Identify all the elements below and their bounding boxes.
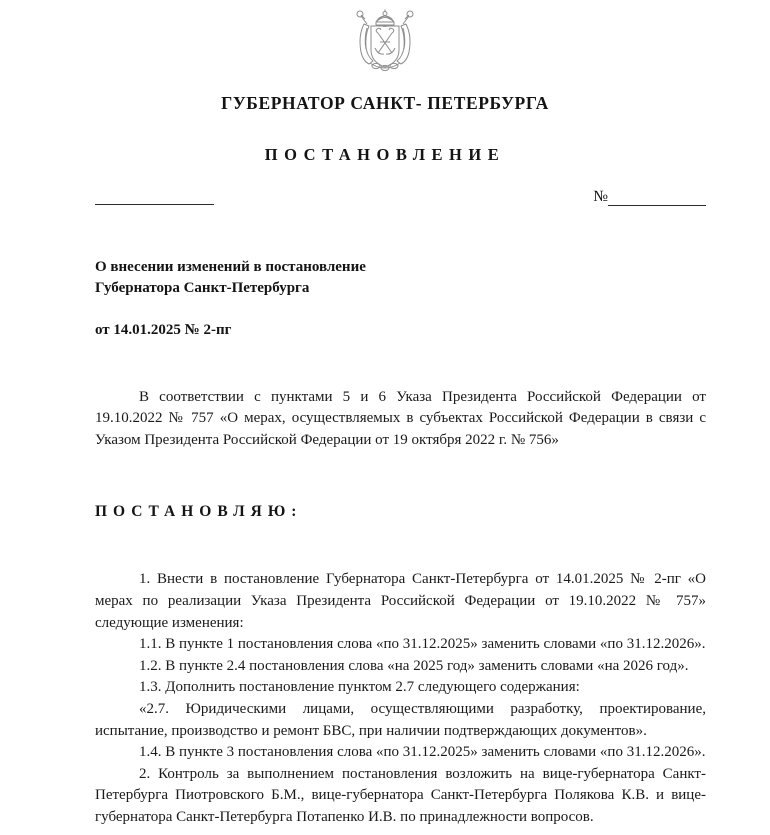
list-item: 1.2. В пункте 2.4 постановления слова «на 2025 год» заменить словами «на 2026 год». bbox=[139, 657, 689, 674]
ordered-items-list bbox=[95, 569, 706, 828]
saint-petersburg-coat-of-arms-icon bbox=[342, 6, 428, 76]
subject-block bbox=[95, 257, 525, 300]
list-item: «2.7. Юридическими лицами, осуществляющими разработку, проектирование, испытание, производство и ремонт БВС, при наличии подтверждающих документов». bbox=[95, 700, 706, 739]
number-field-group bbox=[593, 189, 706, 207]
resolve-heading: ПОСТАНОВЛЯЮ: bbox=[95, 503, 303, 521]
subject-line-1: О внесении изменений в постановление bbox=[95, 259, 366, 275]
referenced-document-date: от 14.01.2025 № 2-пг bbox=[95, 321, 232, 338]
date-blank-line[interactable] bbox=[95, 204, 214, 205]
list-item: 1.1. В пункте 1 постановления слова «по 31.12.2025» заменить словами «по 31.12.2026». bbox=[139, 636, 706, 653]
subject-line-2: Губернатора Санкт-Петербурга bbox=[95, 280, 310, 297]
preamble-paragraph: В соответствии с пунктами 5 и 6 Указа Президента Российской Федерации от 19.10.2022 № 757 «О мерах, осуществляемых в субъектах Российской Федерации в связи с Указом Президента Российской Федерации от 19 октября 2022 г. № 756» bbox=[95, 388, 706, 448]
list-item: 1. Внести в постановление Губернатора Санкт-Петербурга от 14.01.2025 № 2-пг «О мерах по реализации Указа Президента Российской Федерации от 19.10.2022 № 757» следующие изменения: bbox=[95, 571, 706, 631]
document-body bbox=[95, 387, 706, 829]
list-item: 1.4. В пункте 3 постановления слова «по 31.12.2025» заменить словами «по 31.12.2026». bbox=[139, 744, 706, 761]
date-number-row bbox=[0, 187, 770, 221]
list-item: 2. Контроль за выполнением постановления возложить на вице-губернатора Санкт-Петербурга Пиотровского Б.М., вице-губернатора Санкт-Петербурга Полякова К.В. и вице-губернатора Санкт-Петербурга Потапенко И.В. по принадлежности вопросов. bbox=[95, 765, 706, 825]
emblem-container bbox=[0, 0, 770, 76]
number-blank-line[interactable] bbox=[608, 205, 706, 206]
number-sign-label: № bbox=[593, 188, 608, 205]
list-item: 1.3. Дополнить постановление пунктом 2.7 следующего содержания: bbox=[139, 679, 580, 696]
document-kind-heading: ПОСТАНОВЛЕНИЕ bbox=[264, 145, 506, 164]
page-title: ГУБЕРНАТОР САНКТ- ПЕТЕРБУРГА bbox=[221, 93, 549, 113]
